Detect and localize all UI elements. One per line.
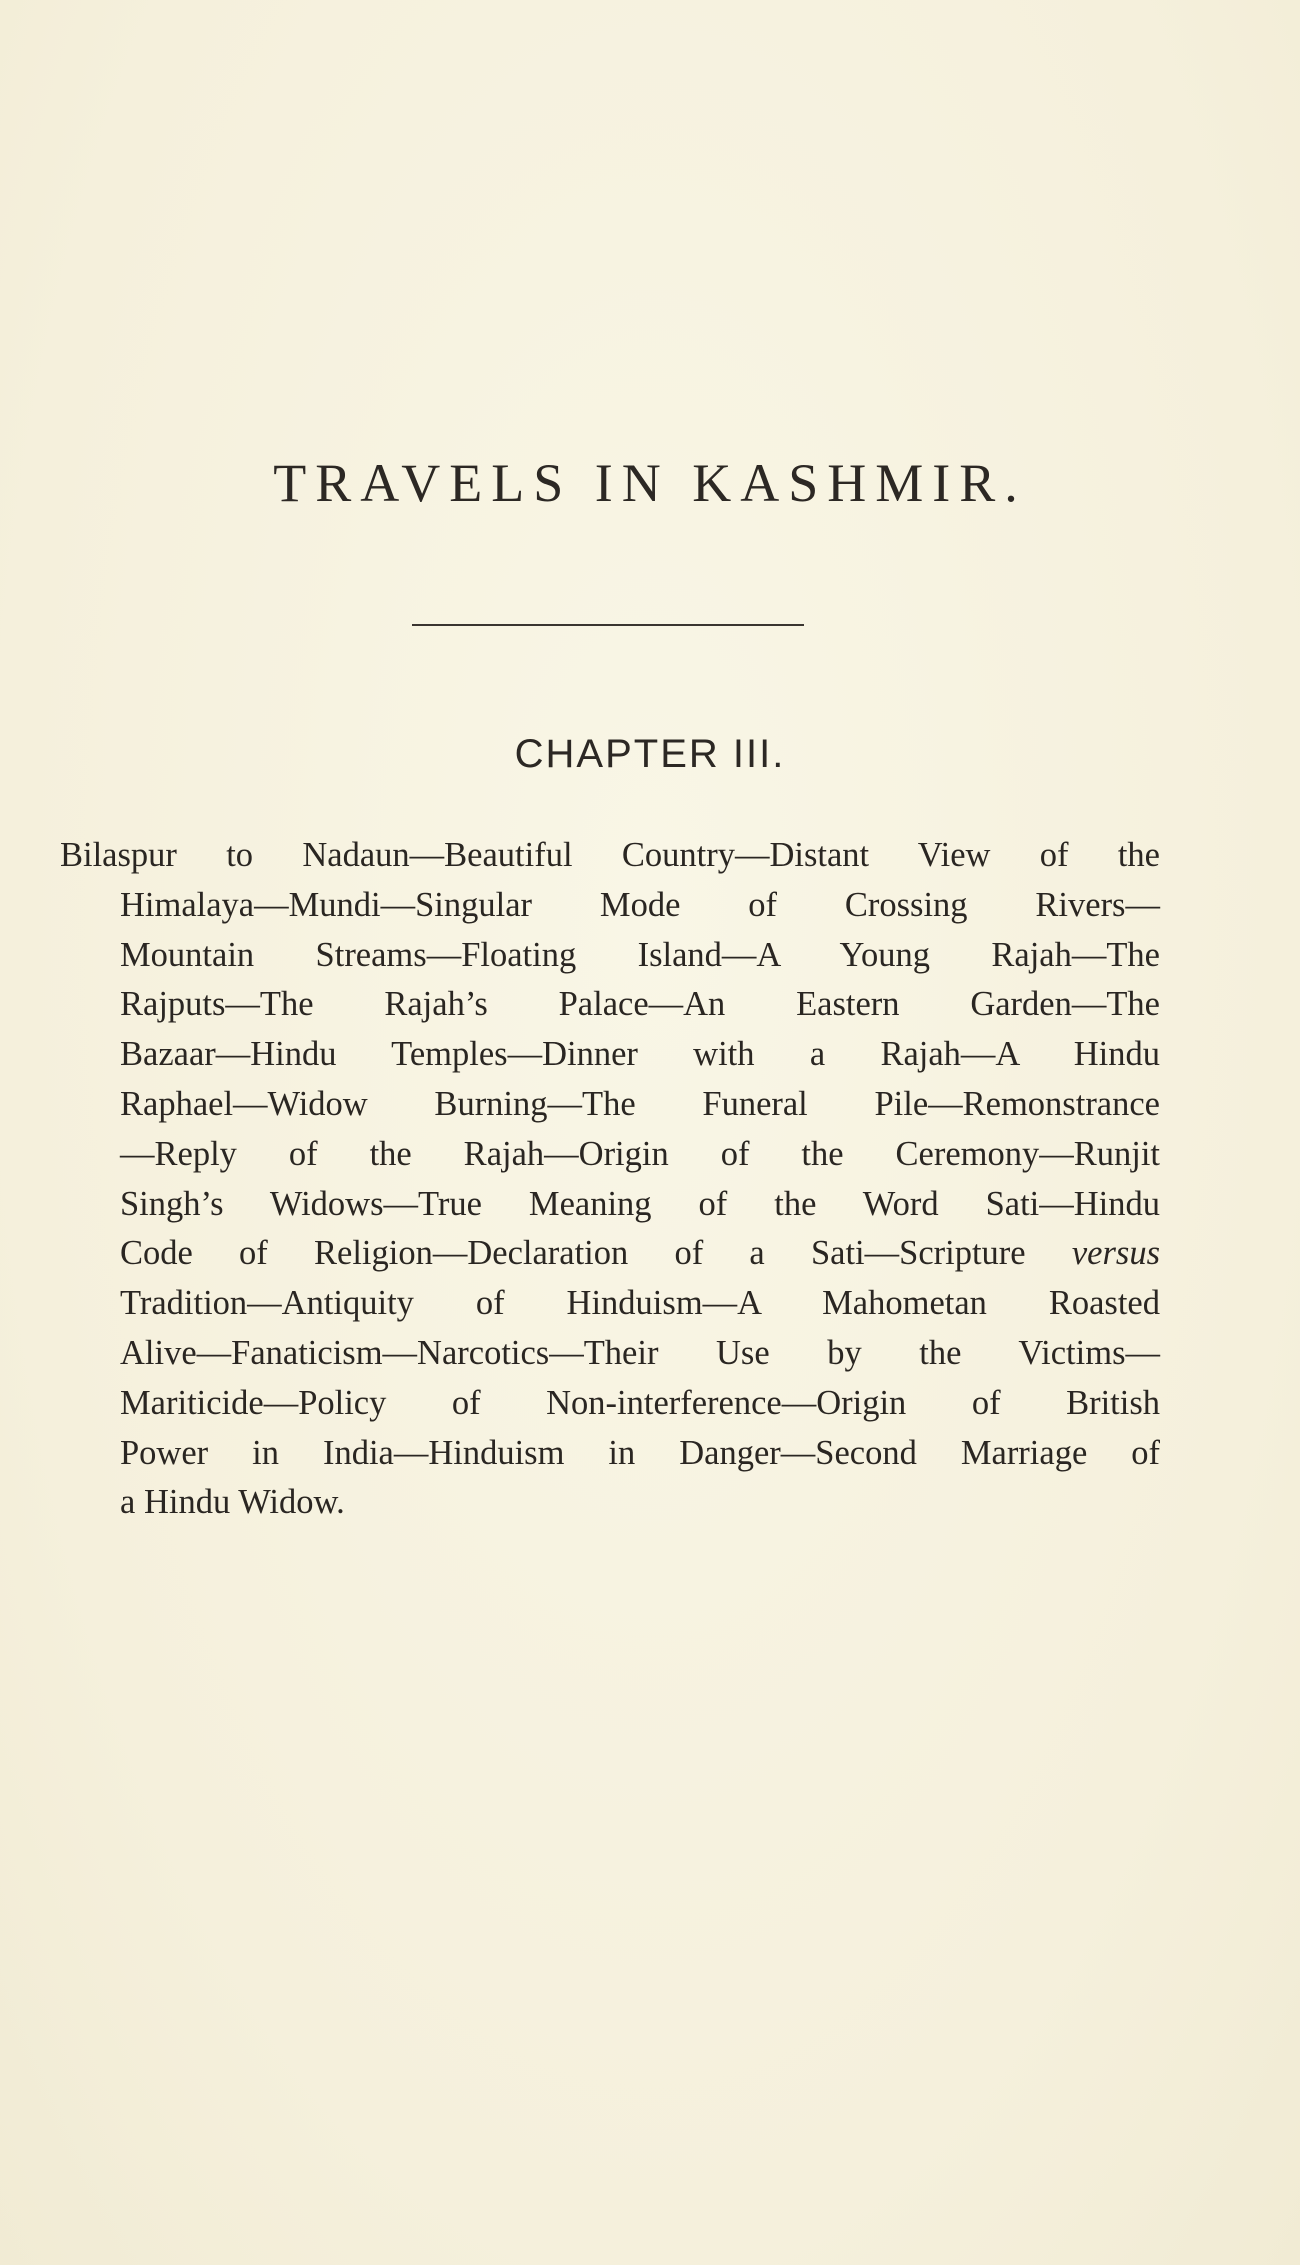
synopsis-italic-word: versus: [1071, 1234, 1160, 1273]
title-rule: [412, 624, 804, 626]
synopsis-line: Raphael—Widow Burning—The Funeral Pile—Remonstrance: [120, 1084, 1160, 1123]
synopsis-line: Bazaar—Hindu Temples—Dinner with a Rajah—A Hindu: [120, 1035, 1160, 1074]
synopsis-line: [60, 1229, 1160, 1279]
synopsis-line: Bilaspur to Nadaun—Beautiful Country—Distant View of the: [60, 836, 1160, 874]
synopsis-line: a Hindu Widow.: [120, 1483, 345, 1522]
synopsis-line: Mountain Streams—Floating Island—A Young Rajah—The: [120, 935, 1160, 974]
synopsis-line: Power in India—Hinduism in Danger—Second Marriage of: [120, 1433, 1160, 1472]
synopsis-line: Mariticide—Policy of Non-interference—Origin of British: [120, 1383, 1160, 1422]
synopsis-line: Tradition—Antiquity of Hinduism—A Mahometan Roasted: [120, 1284, 1160, 1323]
running-title: TRAVELS IN KASHMIR.: [273, 453, 1027, 513]
synopsis-line: Alive—Fanaticism—Narcotics—Their Use by the Victims—: [120, 1333, 1160, 1372]
synopsis-line-text: Code of Religion—Declaration of a Sati—Scripture: [120, 1234, 1072, 1273]
chapter-heading: CHAPTER III.: [514, 732, 786, 776]
synopsis-line: Singh’s Widows—True Meaning of the Word Sati—Hindu: [120, 1184, 1160, 1223]
chapter-synopsis: [60, 831, 1160, 1528]
synopsis-line: Himalaya—Mundi—Singular Mode of Crossing Rivers—: [120, 885, 1160, 924]
synopsis-line: —Reply of the Rajah—Origin of the Ceremony—Runjit: [120, 1134, 1160, 1173]
synopsis-line: Rajputs—The Rajah’s Palace—An Eastern Garden—The: [120, 985, 1160, 1024]
